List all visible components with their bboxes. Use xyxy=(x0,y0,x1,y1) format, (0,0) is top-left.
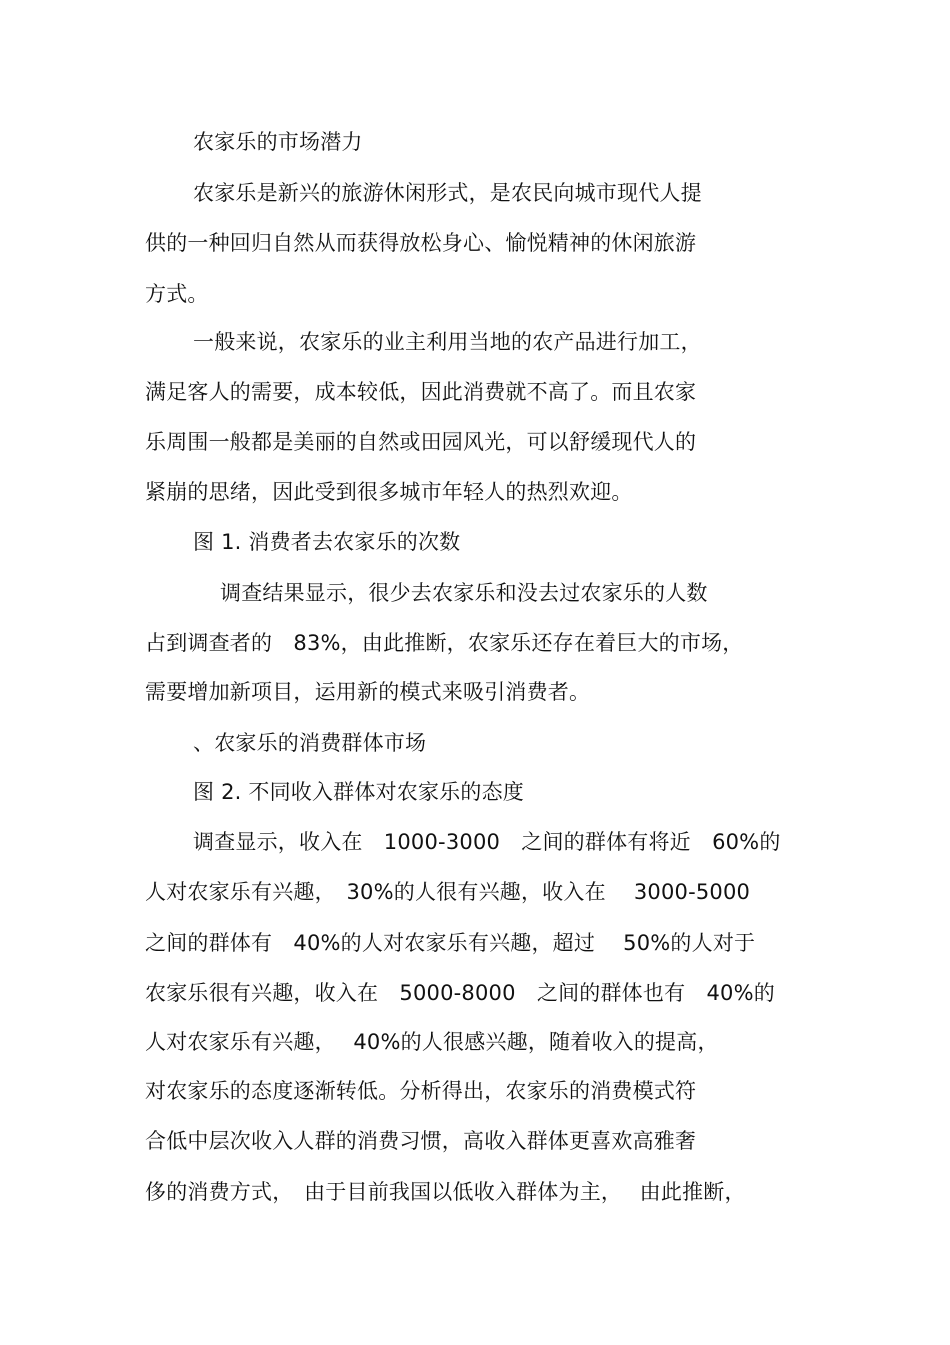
paragraph-line: 合低中层次收入人群的消费习惯，高收入群体更喜欢高雅奢 xyxy=(145,1129,697,1153)
section-title: 农家乐的市场潜力 xyxy=(193,130,363,154)
paragraph-line: 人对农家乐有兴趣， 40%的人很感兴趣，随着收入的提高， xyxy=(145,1030,719,1054)
paragraph-line: 供的一种回归自然从而获得放松身心、愉悦精神的休闲旅游 xyxy=(145,231,697,255)
section-heading: 、农家乐的消费群体市场 xyxy=(193,731,427,755)
paragraph-line: 调查结果显示，很少去农家乐和没去过农家乐的人数 xyxy=(220,581,708,605)
figure-caption: 图 1. 消费者去农家乐的次数 xyxy=(193,530,461,554)
paragraph-line: 人对农家乐有兴趣， 30%的人很有兴趣，收入在 3000-5000 xyxy=(145,880,751,904)
paragraph-line: 方式。 xyxy=(145,282,209,306)
paragraph-line: 农家乐是新兴的旅游休闲形式，是农民向城市现代人提 xyxy=(193,181,702,205)
paragraph-line: 对农家乐的态度逐渐转低。分析得出，农家乐的消费模式符 xyxy=(145,1079,697,1103)
paragraph-line: 农家乐很有兴趣，收入在 5000-8000 之间的群体也有 40%的 xyxy=(145,981,775,1005)
figure-caption: 图 2. 不同收入群体对农家乐的态度 xyxy=(193,780,524,804)
paragraph-line: 紧崩的思绪，因此受到很多城市年轻人的热烈欢迎。 xyxy=(145,480,633,504)
paragraph-line: 满足客人的需要，成本较低，因此消费就不高了。而且农家 xyxy=(145,380,697,404)
paragraph-line: 乐周围一般都是美丽的自然或田园风光，可以舒缓现代人的 xyxy=(145,430,697,454)
paragraph-line: 侈的消费方式， 由于目前我国以低收入群体为主， 由此推断， xyxy=(145,1180,746,1204)
paragraph-line: 一般来说，农家乐的业主利用当地的农产品进行加工， xyxy=(193,330,702,354)
paragraph-line: 需要增加新项目，运用新的模式来吸引消费者。 xyxy=(145,680,591,704)
paragraph-line: 调查显示，收入在 1000-3000 之间的群体有将近 60%的 xyxy=(193,830,781,854)
paragraph-line: 之间的群体有 40%的人对农家乐有兴趣，超过 50%的人对于 xyxy=(145,931,756,955)
paragraph-line: 占到调查者的 83%，由此推断，农家乐还存在着巨大的市场， xyxy=(145,631,744,655)
